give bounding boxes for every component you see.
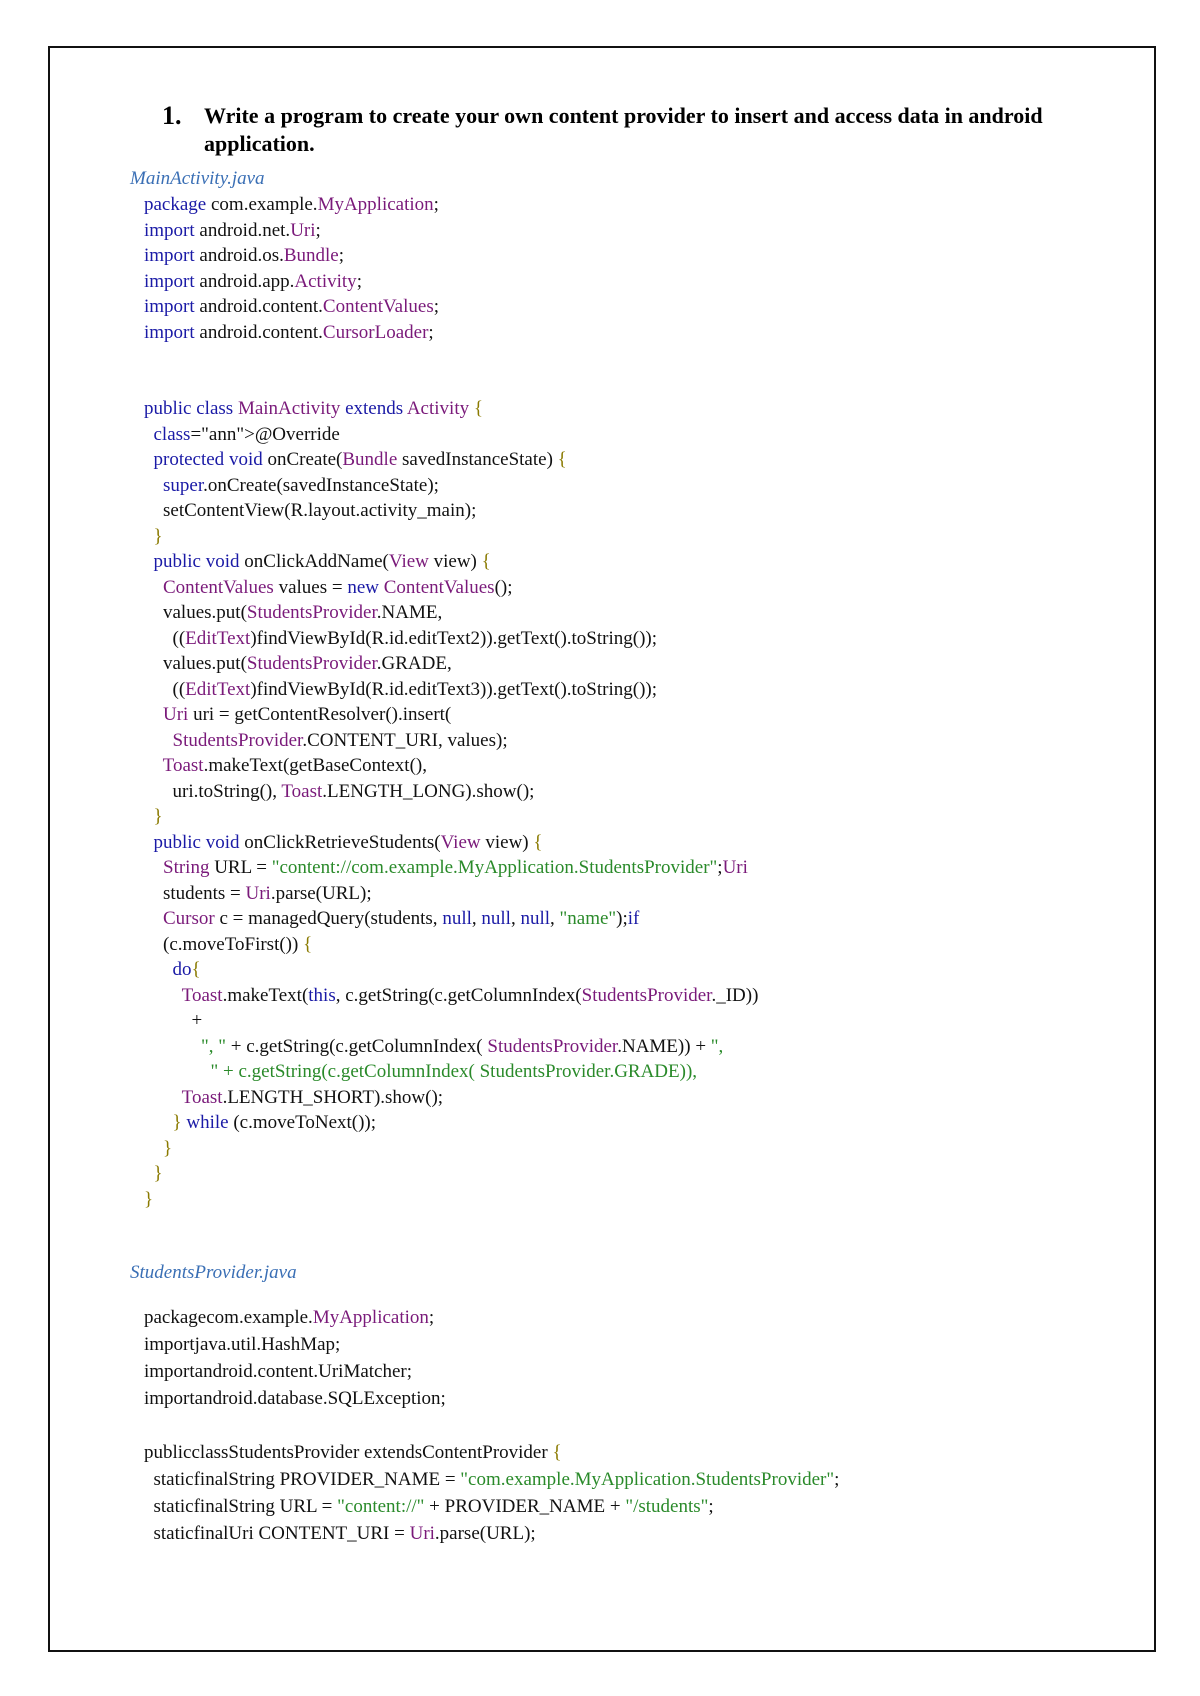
main-activity-code-line: class="ann">@Override [153, 423, 340, 445]
students-provider-code-line: staticfinalString PROVIDER_NAME = "com.example.MyApplication.StudentsProvider"; [144, 1469, 840, 1490]
students-provider-file-title: StudentsProvider.java [130, 1262, 297, 1283]
main-activity-code-block [144, 192, 758, 1212]
main-activity-code-line: import android.content.CursorLoader; [144, 321, 434, 343]
main-activity-code-line: students = Uri.parse(URL); [144, 882, 372, 904]
question-text: Write a program to create your own content provider to insert and access data in android application. [204, 103, 1043, 156]
students-provider-code-line: importandroid.database.SQLException; [144, 1388, 446, 1409]
question-heading [162, 102, 1142, 158]
question-number: 1. [162, 101, 182, 130]
main-activity-code-line: Toast.LENGTH_SHORT).show(); [181, 1086, 444, 1108]
main-activity-code-line: } [163, 1137, 173, 1159]
main-activity-code-line: } [153, 806, 163, 827]
main-activity-code-line: } [153, 1163, 163, 1184]
main-activity-code-line: import android.os.Bundle; [144, 245, 345, 266]
main-activity-code-line: ((EditText)findViewById(R.id.editText3)).getText().toString()); [144, 678, 658, 700]
main-activity-code-line: do{ [172, 959, 201, 980]
main-activity-code-line [144, 345, 758, 371]
main-activity-code-line: uri.toString(), Toast.LENGTH_LONG).show(); [144, 780, 535, 802]
main-activity-code-line: package com.example.MyApplication; [144, 194, 439, 215]
main-activity-code-line: (c.moveToFirst()) { [144, 933, 313, 955]
main-activity-code-line: public void onClickRetrieveStudents(View view) { [153, 831, 543, 853]
students-provider-code-line: packagecom.example.MyApplication; [144, 1307, 435, 1328]
students-provider-code-line: publicclassStudentsProvider extendsContentProvider { [144, 1442, 562, 1463]
main-activity-code-line: values.put(StudentsProvider.NAME, [144, 602, 443, 623]
main-activity-code-line: } [153, 525, 163, 547]
main-activity-code-line: } [144, 1188, 154, 1210]
main-activity-code-line: String URL = "content://com.example.MyApplication.StudentsProvider";Uri [163, 857, 748, 878]
main-activity-code-line: StudentsProvider.CONTENT_URI, values); [172, 729, 508, 751]
main-activity-code-line: Toast.makeText(getBaseContext(), [162, 755, 427, 776]
students-provider-code-line [144, 1412, 839, 1439]
main-activity-code-line: setContentView(R.layout.activity_main); [144, 500, 477, 521]
main-activity-code-line: " + c.getString(c.getColumnIndex( StudentsProvider.GRADE)), [210, 1061, 698, 1082]
main-activity-file-title: MainActivity.java [130, 168, 265, 189]
main-activity-code-line: ", " + c.getString(c.getColumnIndex( StudentsProvider.NAME)) + ", [201, 1035, 724, 1057]
main-activity-code-line: Uri uri = getContentResolver().insert( [163, 704, 452, 725]
students-provider-code-block [144, 1304, 839, 1547]
main-activity-code-line: public void onClickAddName(View view) { [153, 551, 491, 572]
main-activity-code-line: Toast.makeText(this, c.getString(c.getColumnIndex(StudentsProvider._ID)) [181, 984, 759, 1006]
main-activity-code-line: public class MainActivity extends Activity { [144, 398, 483, 419]
main-activity-code-line: values.put(StudentsProvider.GRADE, [144, 653, 452, 674]
students-provider-code-line: staticfinalUri CONTENT_URI = Uri.parse(URL); [144, 1523, 536, 1544]
students-provider-code-line: importandroid.content.UriMatcher; [144, 1361, 413, 1382]
main-activity-code-line: ((EditText)findViewById(R.id.editText2)).getText().toString()); [144, 627, 658, 649]
main-activity-code-line: Cursor c = managedQuery(students, null, null, null, "name");if [163, 908, 640, 929]
students-provider-code-line: staticfinalString URL = "content://" + PROVIDER_NAME + "/students"; [144, 1496, 714, 1517]
main-activity-code-line: ContentValues values = new ContentValues(); [163, 576, 513, 598]
main-activity-code-line: import android.app.Activity; [144, 270, 362, 292]
main-activity-code-line: import android.net.Uri; [144, 219, 321, 241]
main-activity-code-line: protected void onCreate(Bundle savedInstanceState) { [153, 449, 567, 470]
main-activity-code-line: } while (c.moveToNext()); [172, 1112, 377, 1133]
main-activity-code-line [144, 371, 758, 397]
main-activity-code-line: + [144, 1010, 203, 1031]
main-activity-code-line: import android.content.ContentValues; [144, 296, 439, 317]
main-activity-code-line: super.onCreate(savedInstanceState); [163, 474, 439, 496]
students-provider-code-line: importjava.util.HashMap; [144, 1334, 341, 1355]
